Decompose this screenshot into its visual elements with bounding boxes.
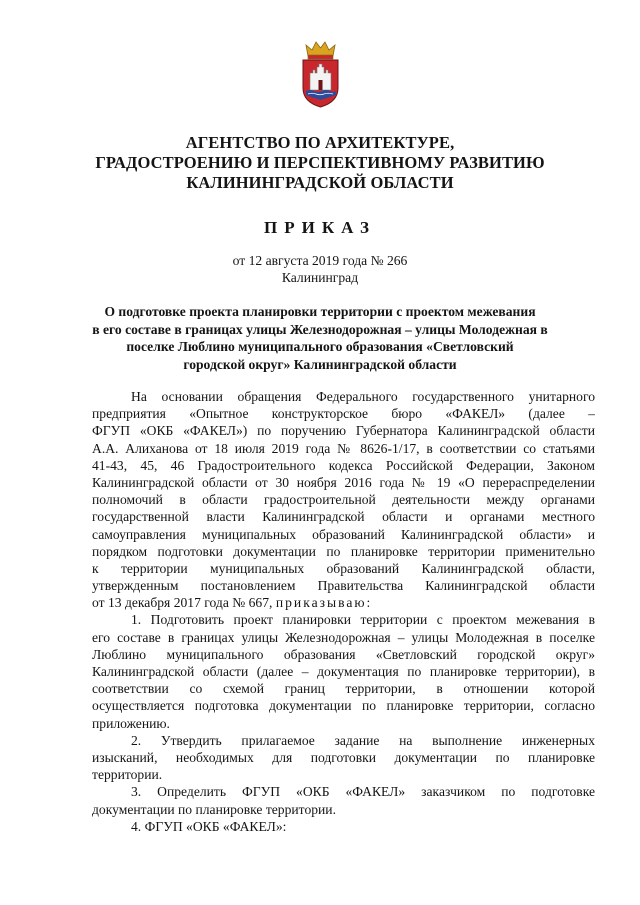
- subject-line: в его составе в границах улицы Железнодорожная – улицы Молодежная в: [92, 321, 548, 337]
- item-2-paragraph: [92, 732, 595, 784]
- order-city: Калининград: [281, 270, 359, 285]
- order-date: от 12 августа 2019 года № 266: [232, 253, 408, 268]
- body-line: А.А. Алиханова от 18 июля 2019 года № 8626-1/17, в соответствии со статьями: [92, 440, 595, 456]
- body-line: государственной власти Калининградской области и органами местного: [92, 509, 595, 525]
- body-line: Люблино муниципального образования «Светловский городской округ»: [92, 646, 595, 662]
- agency-name-line: АГЕНТСТВО ПО АРХИТЕКТУРЕ,: [185, 133, 455, 152]
- preamble-paragraph: [92, 388, 595, 611]
- item-4-paragraph: [92, 818, 595, 835]
- subject-line: городской округ» Калининградской области: [183, 356, 457, 372]
- body-line: утвержденным постановлением Правительства Калининградской области: [92, 578, 595, 594]
- body-line: порядком подготовки документации по планировке территории применительно: [92, 543, 595, 559]
- order-title: ПРИКАЗ: [264, 218, 376, 237]
- agency-name-line: КАЛИНИНГРАДСКОЙ ОБЛАСТИ: [186, 173, 454, 192]
- body-line: Калининградской области от 30 ноября 2016 года № 19 «О перераспределении: [92, 474, 595, 490]
- body-line: [92, 594, 595, 611]
- decree-word: приказываю:: [275, 595, 373, 611]
- body-line: самоуправления муниципальных образований Калининградской области» и: [92, 526, 595, 542]
- agency-name: [60, 133, 580, 193]
- body-line: полномочий в области градостроительной деятельности между органами: [92, 492, 595, 508]
- order-subject: [80, 303, 560, 373]
- subject-line: О подготовке проекта планировки территории с проектом межевания: [104, 304, 536, 319]
- body-line: 3. Определить ФГУП «ОКБ «ФАКЕЛ» заказчиком по подготовке: [131, 784, 595, 800]
- body-line: осуществляется подготовка документации по планировке территории, согласно: [92, 698, 595, 714]
- body-line: соответствии со схемой границ территории, в отношении которой: [92, 681, 595, 697]
- body-line: приложению.: [92, 715, 170, 731]
- body-line: документации по планировке территории.: [92, 801, 336, 817]
- body-line: На основании обращения Федерального государственного унитарного: [131, 389, 595, 404]
- order-meta: [0, 252, 640, 286]
- body-line: Калининградской области (далее – документация по планировке территории), в: [92, 664, 595, 679]
- coat-of-arms-icon: [300, 40, 341, 108]
- body-line: 1. Подготовить проект планировки территории с проектом межевания в: [131, 612, 595, 628]
- preamble-last: от 13 декабря 2017 года № 667,: [92, 595, 273, 611]
- item-3-paragraph: [92, 783, 595, 817]
- body-line: ФГУП «ОКБ «ФАКЕЛ») по поручению Губернатора Калининградской области: [92, 423, 595, 439]
- body-line: предприятия «Опытное конструкторское бюро «ФАКЕЛ» (далее –: [92, 406, 595, 422]
- agency-name-line: ГРАДОСТРОЕНИЮ И ПЕРСПЕКТИВНОМУ РАЗВИТИЮ: [95, 153, 545, 172]
- body-line: 2. Утвердить прилагаемое задание на выполнение инженерных: [131, 732, 595, 748]
- body-line: территории.: [92, 767, 163, 783]
- subject-line: поселке Люблино муниципального образования «Светловский: [126, 339, 514, 354]
- body-line: к территории муниципальных образований Калининградской области,: [92, 560, 595, 576]
- order-body: [92, 388, 595, 835]
- item-1-paragraph: [92, 611, 595, 731]
- body-line: 41-43, 45, 46 Градостроительного кодекса Российской Федерации, Законом: [92, 457, 595, 473]
- body-line: изысканий, необходимых для подготовки документации по планировке: [92, 749, 595, 765]
- body-line: 4. ФГУП «ОКБ «ФАКЕЛ»:: [131, 818, 287, 834]
- body-line: его составе в границах улицы Железнодорожная – улицы Молодежная в поселке: [92, 629, 595, 645]
